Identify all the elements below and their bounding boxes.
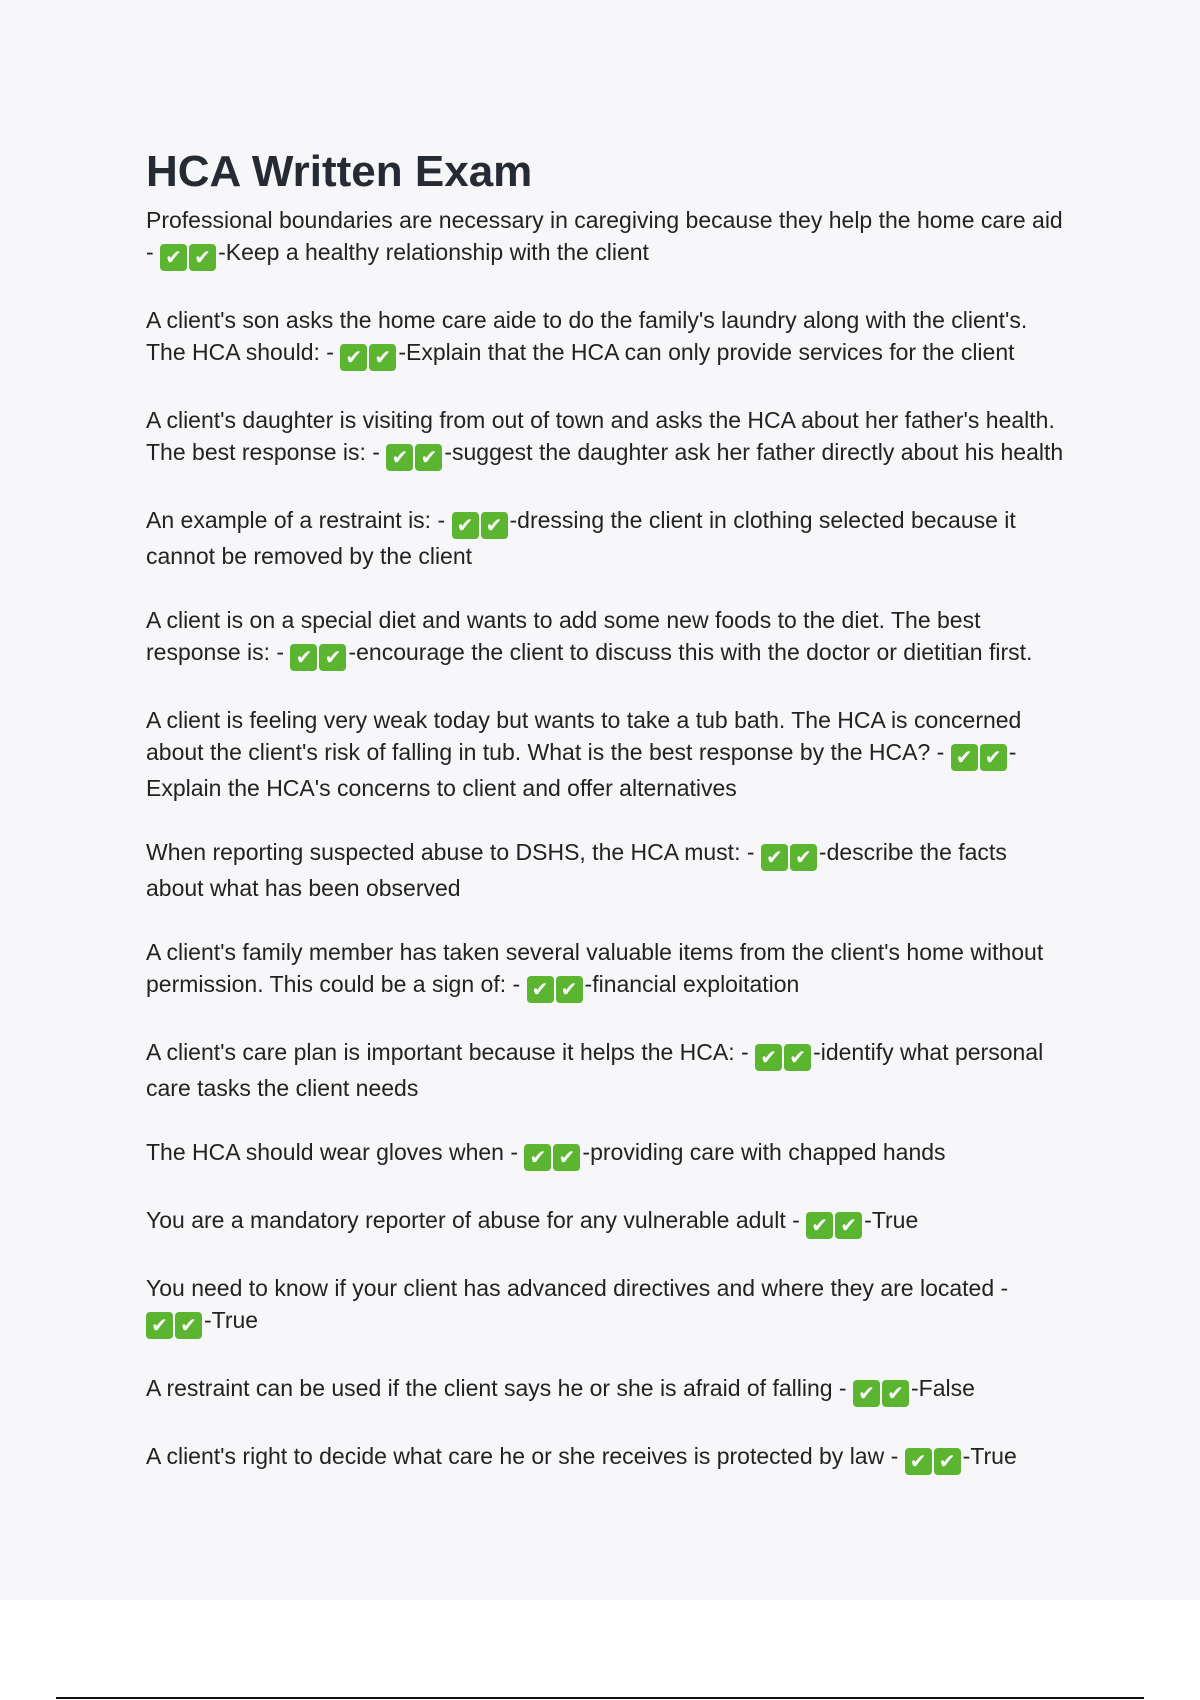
check-mark-icon: ✔ <box>189 244 216 271</box>
check-mark-icon: ✔ <box>755 1044 782 1071</box>
qa-item <box>146 1036 1066 1104</box>
answer-check-icons <box>755 1040 813 1072</box>
question-text: A client is feeling very weak today but wants to take a tub bath. The HCA is concerned about the client's risk of falling in tub. What is the best response by the HCA? - <box>146 707 1022 765</box>
check-mark-icon: ✔ <box>369 344 396 371</box>
answer-text: -describe the facts about what has been observed <box>146 839 1007 901</box>
question-text: An example of a restraint is: - <box>146 507 446 533</box>
check-mark-icon: ✔ <box>882 1380 909 1407</box>
answer-check-icons <box>951 740 1009 772</box>
question-text: A client's care plan is important because it helps the HCA: - <box>146 1039 749 1065</box>
answer-check-icons <box>386 440 444 472</box>
check-mark-icon: ✔ <box>556 976 583 1003</box>
check-mark-icon: ✔ <box>290 644 317 671</box>
answer-text: -suggest the daughter ask her father directly about his health <box>444 439 1064 465</box>
answer-check-icons <box>524 1140 582 1172</box>
footer-divider <box>56 1697 1144 1699</box>
question-text: When reporting suspected abuse to DSHS, the HCA must: - <box>146 839 755 865</box>
answer-check-icons <box>905 1444 963 1476</box>
answer-check-icons <box>452 508 510 540</box>
qa-item <box>146 836 1066 904</box>
check-mark-icon: ✔ <box>415 444 442 471</box>
question-text: A client's family member has taken several valuable items from the client's home without permission. This could be a sign of: - <box>146 939 1044 997</box>
check-mark-icon: ✔ <box>481 512 508 539</box>
answer-text: -encourage the client to discuss this with the doctor or dietitian first. <box>348 639 1033 665</box>
answer-text: -True <box>962 1443 1017 1469</box>
check-mark-icon: ✔ <box>980 744 1007 771</box>
check-mark-icon: ✔ <box>524 1144 551 1171</box>
qa-item <box>146 504 1066 572</box>
check-mark-icon: ✔ <box>784 1044 811 1071</box>
qa-item <box>146 404 1066 472</box>
answer-check-icons <box>146 1308 204 1340</box>
answer-check-icons <box>340 340 398 372</box>
qa-item <box>146 204 1066 272</box>
qa-list <box>146 204 1066 1476</box>
qa-item <box>146 1136 1066 1172</box>
qa-item <box>146 1440 1066 1476</box>
question-text: A client is on a special diet and wants to add some new foods to the diet. The best response is: - <box>146 607 981 665</box>
question-text: You need to know if your client has advanced directives and where they are located - <box>146 1275 1009 1301</box>
check-mark-icon: ✔ <box>175 1312 202 1339</box>
answer-check-icons <box>290 640 348 672</box>
page-title: HCA Written Exam <box>146 147 533 196</box>
check-mark-icon: ✔ <box>452 512 479 539</box>
answer-text: -providing care with chapped hands <box>582 1139 946 1165</box>
document-content <box>146 146 1066 1508</box>
question-text: A client's right to decide what care he or she receives is protected by law - <box>146 1443 899 1469</box>
qa-item <box>146 936 1066 1004</box>
check-mark-icon: ✔ <box>790 844 817 871</box>
check-mark-icon: ✔ <box>835 1212 862 1239</box>
answer-check-icons <box>527 972 585 1004</box>
qa-item <box>146 304 1066 372</box>
check-mark-icon: ✔ <box>951 744 978 771</box>
check-mark-icon: ✔ <box>905 1448 932 1475</box>
qa-item <box>146 1204 1066 1240</box>
answer-text: -dressing the client in clothing selected because it cannot be removed by the client <box>146 507 1016 569</box>
answer-text: -True <box>204 1307 259 1333</box>
check-mark-icon: ✔ <box>146 1312 173 1339</box>
answer-check-icons <box>853 1376 911 1408</box>
check-mark-icon: ✔ <box>340 344 367 371</box>
answer-text: -identify what personal care tasks the client needs <box>146 1039 1044 1101</box>
answer-check-icons <box>806 1208 864 1240</box>
question-text: You are a mandatory reporter of abuse for any vulnerable adult - <box>146 1207 800 1233</box>
check-mark-icon: ✔ <box>761 844 788 871</box>
question-text: A client's daughter is visiting from out of town and asks the HCA about her father's health. The best response is: - <box>146 407 1055 465</box>
check-mark-icon: ✔ <box>386 444 413 471</box>
answer-text: -Keep a healthy relationship with the client <box>218 239 649 265</box>
answer-text: -Explain that the HCA can only provide services for the client <box>398 339 1015 365</box>
answer-text: -True <box>864 1207 919 1233</box>
check-mark-icon: ✔ <box>553 1144 580 1171</box>
answer-check-icons <box>160 240 218 272</box>
question-text: Professional boundaries are necessary in caregiving because they help the home care aid - <box>146 207 1063 265</box>
qa-item <box>146 604 1066 672</box>
qa-item <box>146 1372 1066 1408</box>
qa-item <box>146 1272 1066 1340</box>
answer-text: -Explain the HCA's concerns to client and offer alternatives <box>146 739 1017 801</box>
check-mark-icon: ✔ <box>806 1212 833 1239</box>
check-mark-icon: ✔ <box>527 976 554 1003</box>
check-mark-icon: ✔ <box>160 244 187 271</box>
qa-item <box>146 704 1066 804</box>
answer-text: -False <box>910 1375 975 1401</box>
question-text: A client's son asks the home care aide to do the family's laundry along with the client's. The HCA should: - <box>146 307 1028 365</box>
check-mark-icon: ✔ <box>319 644 346 671</box>
question-text: A restraint can be used if the client says he or she is afraid of falling - <box>146 1375 847 1401</box>
question-text: The HCA should wear gloves when - <box>146 1139 519 1165</box>
answer-text: -financial exploitation <box>584 971 800 997</box>
check-mark-icon: ✔ <box>934 1448 961 1475</box>
check-mark-icon: ✔ <box>853 1380 880 1407</box>
answer-check-icons <box>761 840 819 872</box>
